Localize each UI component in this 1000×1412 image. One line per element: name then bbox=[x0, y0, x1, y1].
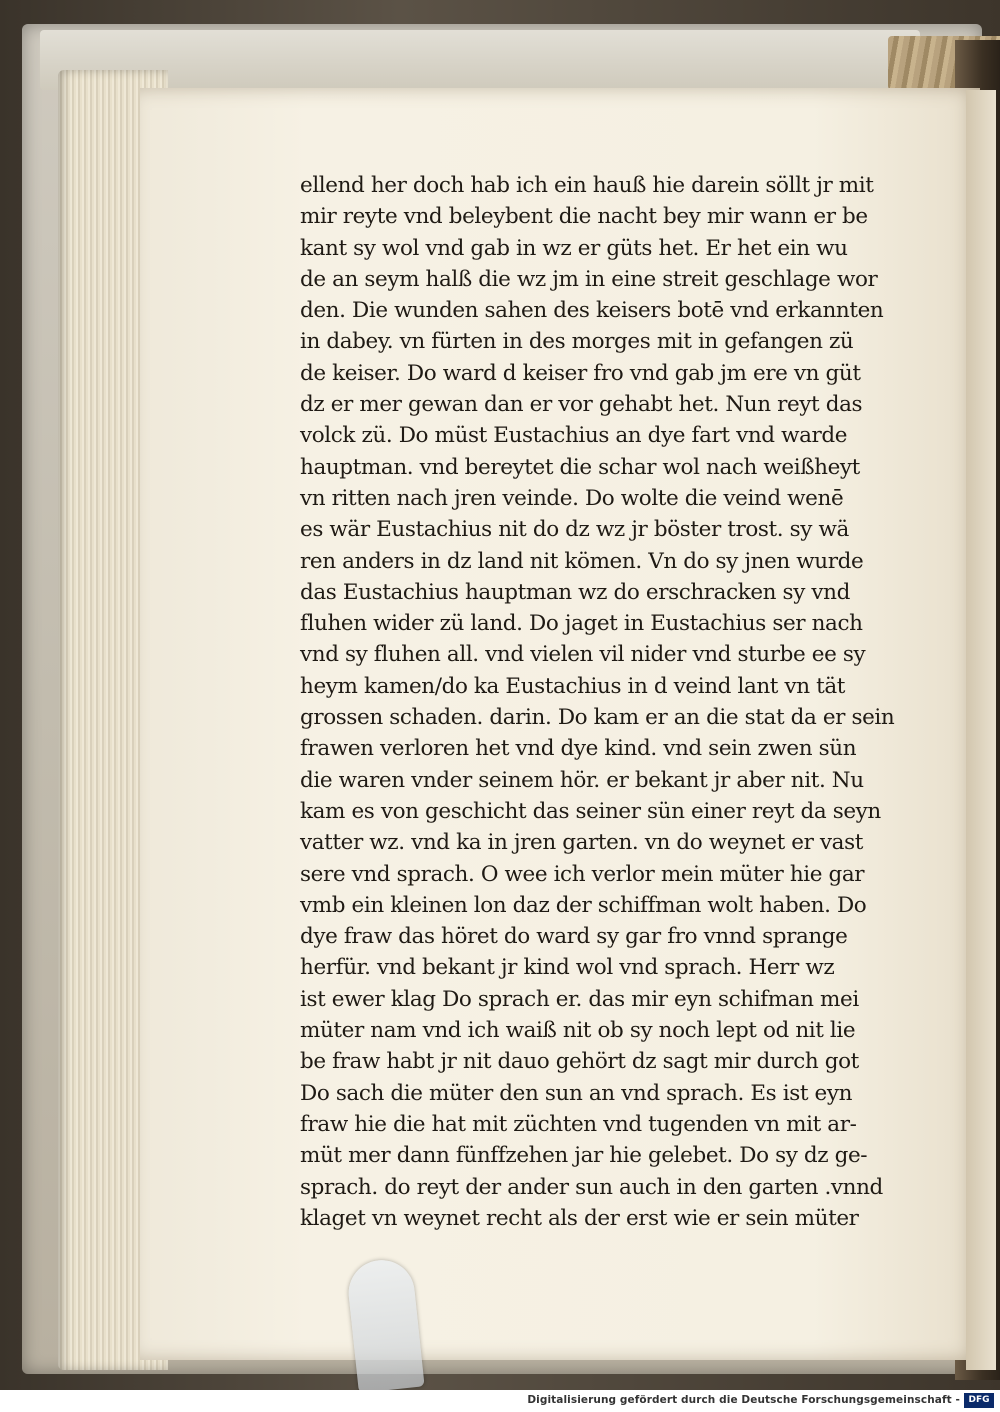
dfg-logo[interactable]: DFG bbox=[964, 1393, 994, 1408]
text-line: vmb ein kleinen lon daz der schiffman wolt haben. Do bbox=[300, 892, 867, 918]
text-line: klaget vn weynet recht als der erst wie er sein müter bbox=[300, 1205, 859, 1231]
text-line: grossen schaden. darin. Do kam er an die stat da er sein bbox=[300, 705, 895, 731]
text-line: de keiser. Do ward d keiser fro vnd gab jm ere vn güt bbox=[300, 360, 861, 386]
cover-top-edge bbox=[40, 30, 920, 90]
facing-page-edge bbox=[966, 90, 996, 1370]
text-line: müter nam vnd ich waiß nit ob sy noch lept od nit lie bbox=[300, 1018, 856, 1044]
page-text bbox=[300, 170, 910, 1234]
text-line: mir reyte vnd beleybent die nacht bey mir wann er be bbox=[300, 204, 868, 230]
text-line: fluhen wider zü land. Do jaget in Eustachius ser nach bbox=[300, 611, 863, 637]
text-line: vatter wz. vnd ka in jren garten. vn do weynet er vast bbox=[300, 830, 863, 856]
text-line: ellend her doch hab ich ein hauß hie darein söllt jr mit bbox=[300, 173, 874, 198]
text-line: frawen verloren het vnd dye kind. vnd sein zwen sün bbox=[300, 736, 857, 762]
text-line: das Eustachius hauptman wz do erschracken sy vnd bbox=[300, 579, 850, 605]
text-line: sprach. do reyt der ander sun auch in den garten .vnnd bbox=[300, 1174, 883, 1200]
text-line: sere vnd sprach. O wee ich verlor mein müter hie gar bbox=[300, 861, 865, 887]
funding-credit: Digitalisierung gefördert durch die Deutsche Forschungsgemeinschaft - bbox=[527, 1394, 960, 1406]
text-line: vn ritten nach jren veinde. Do wolte die veind wenē bbox=[300, 485, 844, 511]
text-line: heym kamen/do ka Eustachius in d veind lant vn tät bbox=[300, 673, 846, 699]
footer-bar bbox=[0, 1390, 1000, 1412]
text-line: den. Die wunden sahen des keisers botē vnd erkannten bbox=[300, 298, 884, 324]
text-line: kam es von geschicht das seiner sün einer reyt da seyn bbox=[300, 798, 881, 824]
text-line: die waren vnder seinem hör. er bekant jr aber nit. Nu bbox=[300, 767, 864, 793]
text-line: be fraw habt jr nit dauo gehört dz sagt mir durch got bbox=[300, 1049, 859, 1075]
text-line: dye fraw das höret do ward sy gar fro vnnd sprange bbox=[300, 924, 848, 950]
text-line: ren anders in dz land nit kömen. Vn do sy jnen wurde bbox=[300, 548, 864, 574]
text-line: fraw hie die hat mit züchten vnd tugenden vn mit ar- bbox=[300, 1111, 857, 1137]
text-line: herfür. vnd bekant jr kind wol vnd sprach. Herr wz bbox=[300, 955, 835, 981]
text-line: in dabey. vn fürten in des morges mit in gefangen zü bbox=[300, 329, 854, 355]
text-line: hauptman. vnd bereytet die schar wol nach weißheyt bbox=[300, 454, 860, 480]
text-line: ist ewer klag Do sprach er. das mir eyn schifman mei bbox=[300, 986, 859, 1012]
text-line: de an seym halß die wz jm in eine streit geschlage wor bbox=[300, 266, 878, 292]
text-line: es wär Eustachius nit do dz wz jr böster trost. sy wä bbox=[300, 517, 849, 543]
text-line: kant sy wol vnd gab in wz er güts het. Er het ein wu bbox=[300, 235, 848, 261]
text-line: müt mer dann fünffzehen jar hie gelebet. Do sy dz ge- bbox=[300, 1143, 868, 1169]
text-line: Do sach die müter den sun an vnd sprach. Es ist eyn bbox=[300, 1080, 853, 1106]
text-line: vnd sy fluhen all. vnd vielen vil nider vnd sturbe ee sy bbox=[300, 642, 866, 668]
text-line: dz er mer gewan dan er vor gehabt het. Nun reyt das bbox=[300, 392, 863, 418]
text-line: volck zü. Do müst Eustachius an dye fart vnd warde bbox=[300, 423, 848, 449]
